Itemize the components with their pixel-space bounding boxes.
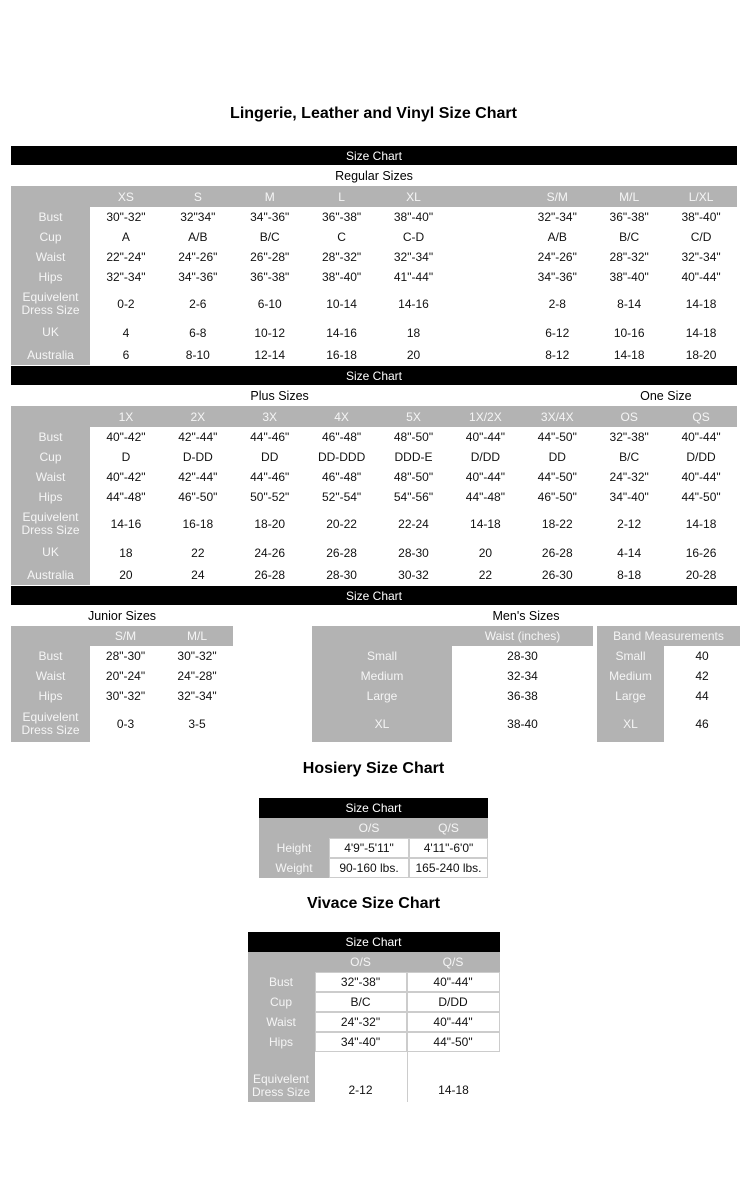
table-cell: 20 xyxy=(449,540,521,565)
size-chart-bar-label: Size Chart xyxy=(345,588,403,603)
table-cell: 30-32 xyxy=(378,565,450,585)
row-label: Small xyxy=(312,646,452,666)
table-cell: 12-14 xyxy=(234,345,306,365)
table-cell: 90-160 lbs. xyxy=(329,858,409,878)
page-title: Lingerie, Leather and Vinyl Size Chart xyxy=(230,105,517,122)
corner-cell xyxy=(248,952,315,972)
column-header: 3X/4X xyxy=(521,406,593,427)
table-cell: 16-18 xyxy=(306,345,378,365)
table-cell: C-D xyxy=(378,227,450,247)
junior-sizes-table xyxy=(11,626,233,742)
table-cell: 50"-52" xyxy=(234,487,306,507)
table-cell: 24"-32" xyxy=(593,467,665,487)
size-chart-bar-label: Size Chart xyxy=(345,368,403,383)
table-cell: D/DD xyxy=(665,447,737,467)
row-label: Hips xyxy=(248,1032,315,1052)
table-cell: 44"-48" xyxy=(90,487,162,507)
table-cell: 28-30 xyxy=(306,565,378,585)
table-cell: 42 xyxy=(664,666,740,686)
row-label: Waist xyxy=(11,467,90,487)
table-cell xyxy=(449,227,521,247)
table-cell: 28-30 xyxy=(378,540,450,565)
table-cell: 38"-40" xyxy=(306,267,378,287)
table-cell: 40"-44" xyxy=(449,467,521,487)
table-cell: D-DD xyxy=(162,447,234,467)
column-header xyxy=(449,186,521,207)
row-label: Bust xyxy=(11,207,90,227)
table-cell xyxy=(449,267,521,287)
mens-sizes-label: Men's Sizes xyxy=(492,608,560,623)
column-header: XS xyxy=(90,186,162,207)
table-cell: A/B xyxy=(521,227,593,247)
table-cell: 18-20 xyxy=(234,507,306,540)
table-cell: D/DD xyxy=(449,447,521,467)
table-cell: 26-30 xyxy=(521,565,593,585)
table-cell: 14-18 xyxy=(665,320,737,345)
waist-inches-header: Waist (inches) xyxy=(452,626,593,646)
one-size-label: One Size xyxy=(640,388,692,403)
table-cell: 8-18 xyxy=(593,565,665,585)
table-cell: 36"-38" xyxy=(593,207,665,227)
table-cell: 40"-44" xyxy=(665,467,737,487)
column-header: 1X/2X xyxy=(449,406,521,427)
mens-sizes-table xyxy=(312,626,740,742)
column-header: 3X xyxy=(234,406,306,427)
table-cell: 32"-34" xyxy=(521,207,593,227)
table-cell: 20 xyxy=(90,565,162,585)
table-cell xyxy=(449,247,521,267)
row-label: Hips xyxy=(11,686,90,706)
table-cell: 10-12 xyxy=(234,320,306,345)
table-cell: 26-28 xyxy=(306,540,378,565)
row-label: Bust xyxy=(11,646,90,666)
corner-cell xyxy=(11,626,90,646)
table-cell: 22 xyxy=(162,540,234,565)
corner-cell xyxy=(11,186,90,207)
table-cell xyxy=(449,207,521,227)
column-header: M/L xyxy=(161,626,233,646)
table-cell: 26-28 xyxy=(521,540,593,565)
table-cell: 3-5 xyxy=(161,706,233,742)
vivace-table-block xyxy=(248,932,500,1102)
table-cell: B/C xyxy=(315,992,407,1012)
row-label: Large xyxy=(597,686,664,706)
table-cell: 40"-42" xyxy=(90,427,162,447)
column-header: Q/S xyxy=(407,952,500,972)
table-cell: 44"-50" xyxy=(521,427,593,447)
column-header: M xyxy=(234,186,306,207)
column-header: S xyxy=(162,186,234,207)
table-cell: 44"-46" xyxy=(234,427,306,447)
table-cell: B/C xyxy=(593,447,665,467)
table-cell: 24 xyxy=(162,565,234,585)
table-cell: DD xyxy=(234,447,306,467)
table-cell: 24"-28" xyxy=(161,666,233,686)
regular-sizes-table xyxy=(11,186,737,365)
table-cell: 36"-38" xyxy=(234,267,306,287)
table-cell: 30"-32" xyxy=(90,686,161,706)
table-cell: 14-18 xyxy=(593,345,665,365)
table-cell: 38"-40" xyxy=(593,267,665,287)
table-cell: 20 xyxy=(378,345,450,365)
column-header: 1X xyxy=(90,406,162,427)
plus-sizes-table xyxy=(11,406,737,585)
table-cell: 24"-26" xyxy=(162,247,234,267)
table-cell: 6-12 xyxy=(521,320,593,345)
table-cell: B/C xyxy=(593,227,665,247)
row-label: Small xyxy=(597,646,664,666)
row-label: XL xyxy=(312,706,452,742)
table-cell: 46"-50" xyxy=(521,487,593,507)
table-cell: 4 xyxy=(90,320,162,345)
table-cell: 20-28 xyxy=(665,565,737,585)
table-cell: 8-10 xyxy=(162,345,234,365)
table-cell: 20"-24" xyxy=(90,666,161,686)
table-cell: 44"-50" xyxy=(665,487,737,507)
table-cell: 34"-36" xyxy=(234,207,306,227)
table-cell: 8-12 xyxy=(521,345,593,365)
regular-sizes-label: Regular Sizes xyxy=(335,168,413,183)
table-cell: 32"34" xyxy=(162,207,234,227)
row-label: Cup xyxy=(11,227,90,247)
row-label: Waist xyxy=(11,247,90,267)
row-label: Australia xyxy=(11,345,90,365)
table-cell: 24-26 xyxy=(234,540,306,565)
row-label: Weight xyxy=(259,858,329,878)
column-header: 5X xyxy=(378,406,450,427)
size-chart-bar-label: Size Chart xyxy=(345,801,402,815)
size-chart-bar-regular xyxy=(11,146,737,165)
table-cell: 6-8 xyxy=(162,320,234,345)
table-cell: 32-34 xyxy=(452,666,593,686)
table-cell: 48"-50" xyxy=(378,467,450,487)
table-cell: 40"-44" xyxy=(407,1012,500,1032)
row-label: Bust xyxy=(248,972,315,992)
table-cell: 14-18 xyxy=(407,1052,500,1102)
row-label: Equivelent Dress Size xyxy=(11,507,90,540)
row-label: UK xyxy=(11,320,90,345)
table-cell: 40"-44" xyxy=(449,427,521,447)
table-cell: 32"-38" xyxy=(593,427,665,447)
plus-subheading-row xyxy=(11,385,737,406)
table-cell: 40 xyxy=(664,646,740,666)
corner-cell xyxy=(312,626,452,646)
row-label: Equivelent Dress Size xyxy=(248,1052,315,1102)
column-header: OS xyxy=(593,406,665,427)
table-cell: 32"-34" xyxy=(665,247,737,267)
regular-subheading-row xyxy=(11,165,737,186)
corner-cell xyxy=(259,818,329,838)
table-cell: 22-24 xyxy=(378,507,450,540)
table-cell: D/DD xyxy=(407,992,500,1012)
hosiery-sizes-table xyxy=(259,818,488,878)
table-cell: 30"-32" xyxy=(161,646,233,666)
hosiery-table-block xyxy=(259,798,488,878)
table-cell: 42"-44" xyxy=(162,467,234,487)
table-cell: 32"-34" xyxy=(378,247,450,267)
table-cell: 4'9"-5'11" xyxy=(329,838,409,858)
row-label: Medium xyxy=(597,666,664,686)
table-cell: 22 xyxy=(449,565,521,585)
table-cell: 52"-54" xyxy=(306,487,378,507)
column-header: L/XL xyxy=(665,186,737,207)
column-header: S/M xyxy=(90,626,161,646)
row-label: XL xyxy=(597,706,664,742)
table-cell: DD-DDD xyxy=(306,447,378,467)
table-cell: 40"-42" xyxy=(90,467,162,487)
table-cell: 46"-50" xyxy=(162,487,234,507)
table-cell: 10-16 xyxy=(593,320,665,345)
table-cell: 14-16 xyxy=(90,507,162,540)
corner-cell xyxy=(11,406,90,427)
table-cell: 26-28 xyxy=(234,565,306,585)
table-cell: 16-18 xyxy=(162,507,234,540)
row-label: Equivelent Dress Size xyxy=(11,706,90,742)
table-cell: 16-26 xyxy=(665,540,737,565)
column-header: M/L xyxy=(593,186,665,207)
table-cell: 4-14 xyxy=(593,540,665,565)
size-chart-bar-hosiery xyxy=(259,798,488,818)
table-cell: 6 xyxy=(90,345,162,365)
table-cell: 22"-24" xyxy=(90,247,162,267)
row-label: Australia xyxy=(11,565,90,585)
table-cell: 18 xyxy=(90,540,162,565)
table-cell: 2-8 xyxy=(521,287,593,320)
table-cell: 2-12 xyxy=(315,1052,407,1102)
vivace-sizes-table xyxy=(248,952,500,1102)
table-cell: 24"-26" xyxy=(521,247,593,267)
table-cell: 41"-44" xyxy=(378,267,450,287)
table-cell: 18-20 xyxy=(665,345,737,365)
table-cell: 32"-34" xyxy=(90,267,162,287)
table-cell: 34"-36" xyxy=(162,267,234,287)
row-label: Equivelent Dress Size xyxy=(11,287,90,320)
row-label: Hips xyxy=(11,267,90,287)
table-cell: 46"-48" xyxy=(306,467,378,487)
table-cell: 54"-56" xyxy=(378,487,450,507)
band-measurements-header: Band Measurements xyxy=(597,626,740,646)
column-header: O/S xyxy=(315,952,407,972)
table-cell: 40"-44" xyxy=(407,972,500,992)
row-label: Cup xyxy=(248,992,315,1012)
table-cell: 48"-50" xyxy=(378,427,450,447)
table-cell: 44"-46" xyxy=(234,467,306,487)
table-cell: 28-30 xyxy=(452,646,593,666)
table-cell: B/C xyxy=(234,227,306,247)
table-cell: 28"-30" xyxy=(90,646,161,666)
column-header: S/M xyxy=(521,186,593,207)
row-label: Waist xyxy=(11,666,90,686)
row-label: Bust xyxy=(11,427,90,447)
table-cell: 36-38 xyxy=(452,686,593,706)
column-header: QS xyxy=(665,406,737,427)
row-label: Height xyxy=(259,838,329,858)
table-cell: 44"-50" xyxy=(407,1032,500,1052)
table-cell: 10-14 xyxy=(306,287,378,320)
table-cell: 46"-48" xyxy=(306,427,378,447)
table-cell: 14-16 xyxy=(378,287,450,320)
table-cell: 44"-48" xyxy=(449,487,521,507)
table-cell: A xyxy=(90,227,162,247)
row-label: Waist xyxy=(248,1012,315,1032)
row-label: Large xyxy=(312,686,452,706)
plus-sizes-label: Plus Sizes xyxy=(250,388,309,403)
junior-mens-tables xyxy=(11,626,747,742)
table-cell: 28"-32" xyxy=(306,247,378,267)
table-cell: D xyxy=(90,447,162,467)
table-cell: 32"-34" xyxy=(161,686,233,706)
table-cell xyxy=(449,345,521,365)
table-cell: 14-18 xyxy=(665,287,737,320)
table-cell: 14-16 xyxy=(306,320,378,345)
table-cell: 8-14 xyxy=(593,287,665,320)
table-cell: 0-3 xyxy=(90,706,161,742)
table-cell: 2-12 xyxy=(593,507,665,540)
size-chart-bar-vivace xyxy=(248,932,500,952)
size-chart-bar-label: Size Chart xyxy=(345,148,403,163)
junior-sizes-label: Junior Sizes xyxy=(87,608,157,623)
table-cell: 42"-44" xyxy=(162,427,234,447)
table-cell: 30"-32" xyxy=(90,207,162,227)
table-cell: C/D xyxy=(665,227,737,247)
column-header: O/S xyxy=(329,818,409,838)
vivace-title: Vivace Size Chart xyxy=(306,895,441,912)
table-cell: 14-18 xyxy=(665,507,737,540)
column-header: 4X xyxy=(306,406,378,427)
column-header: L xyxy=(306,186,378,207)
size-chart-bar-label: Size Chart xyxy=(345,935,402,949)
table-cell: 0-2 xyxy=(90,287,162,320)
column-header: 2X xyxy=(162,406,234,427)
table-cell: 6-10 xyxy=(234,287,306,320)
hosiery-title: Hosiery Size Chart xyxy=(302,760,445,777)
table-cell: 34"-36" xyxy=(521,267,593,287)
table-cell: DDD-E xyxy=(378,447,450,467)
table-cell: 44"-50" xyxy=(521,467,593,487)
table-cell: 18 xyxy=(378,320,450,345)
table-cell: 44 xyxy=(664,686,740,706)
table-cell: 20-22 xyxy=(306,507,378,540)
table-cell xyxy=(449,320,521,345)
table-cell: 14-18 xyxy=(449,507,521,540)
table-cell: 40"-44" xyxy=(665,427,737,447)
table-cell: 36"-38" xyxy=(306,207,378,227)
table-cell: A/B xyxy=(162,227,234,247)
table-cell: 18-22 xyxy=(521,507,593,540)
table-cell: 2-6 xyxy=(162,287,234,320)
size-chart-bar-plus xyxy=(11,366,737,385)
row-label: Medium xyxy=(312,666,452,686)
table-cell: 4'11"-6'0" xyxy=(409,838,488,858)
table-cell: 32"-38" xyxy=(315,972,407,992)
table-cell xyxy=(449,287,521,320)
row-label: Hips xyxy=(11,487,90,507)
table-cell: 24"-32" xyxy=(315,1012,407,1032)
table-cell: 165-240 lbs. xyxy=(409,858,488,878)
table-cell: 26"-28" xyxy=(234,247,306,267)
table-cell: 34"-40" xyxy=(593,487,665,507)
row-label: UK xyxy=(11,540,90,565)
table-cell: 40"-44" xyxy=(665,267,737,287)
table-cell: DD xyxy=(521,447,593,467)
table-cell: 28"-32" xyxy=(593,247,665,267)
column-header: Q/S xyxy=(409,818,488,838)
size-chart-bar-junior-mens xyxy=(11,586,737,605)
junior-mens-subheading-row xyxy=(11,605,737,626)
table-cell: 38-40 xyxy=(452,706,593,742)
table-cell: 38"-40" xyxy=(378,207,450,227)
column-header: XL xyxy=(378,186,450,207)
table-cell: 46 xyxy=(664,706,740,742)
table-cell: 34"-40" xyxy=(315,1032,407,1052)
row-label: Cup xyxy=(11,447,90,467)
table-cell: C xyxy=(306,227,378,247)
table-cell: 38"-40" xyxy=(665,207,737,227)
